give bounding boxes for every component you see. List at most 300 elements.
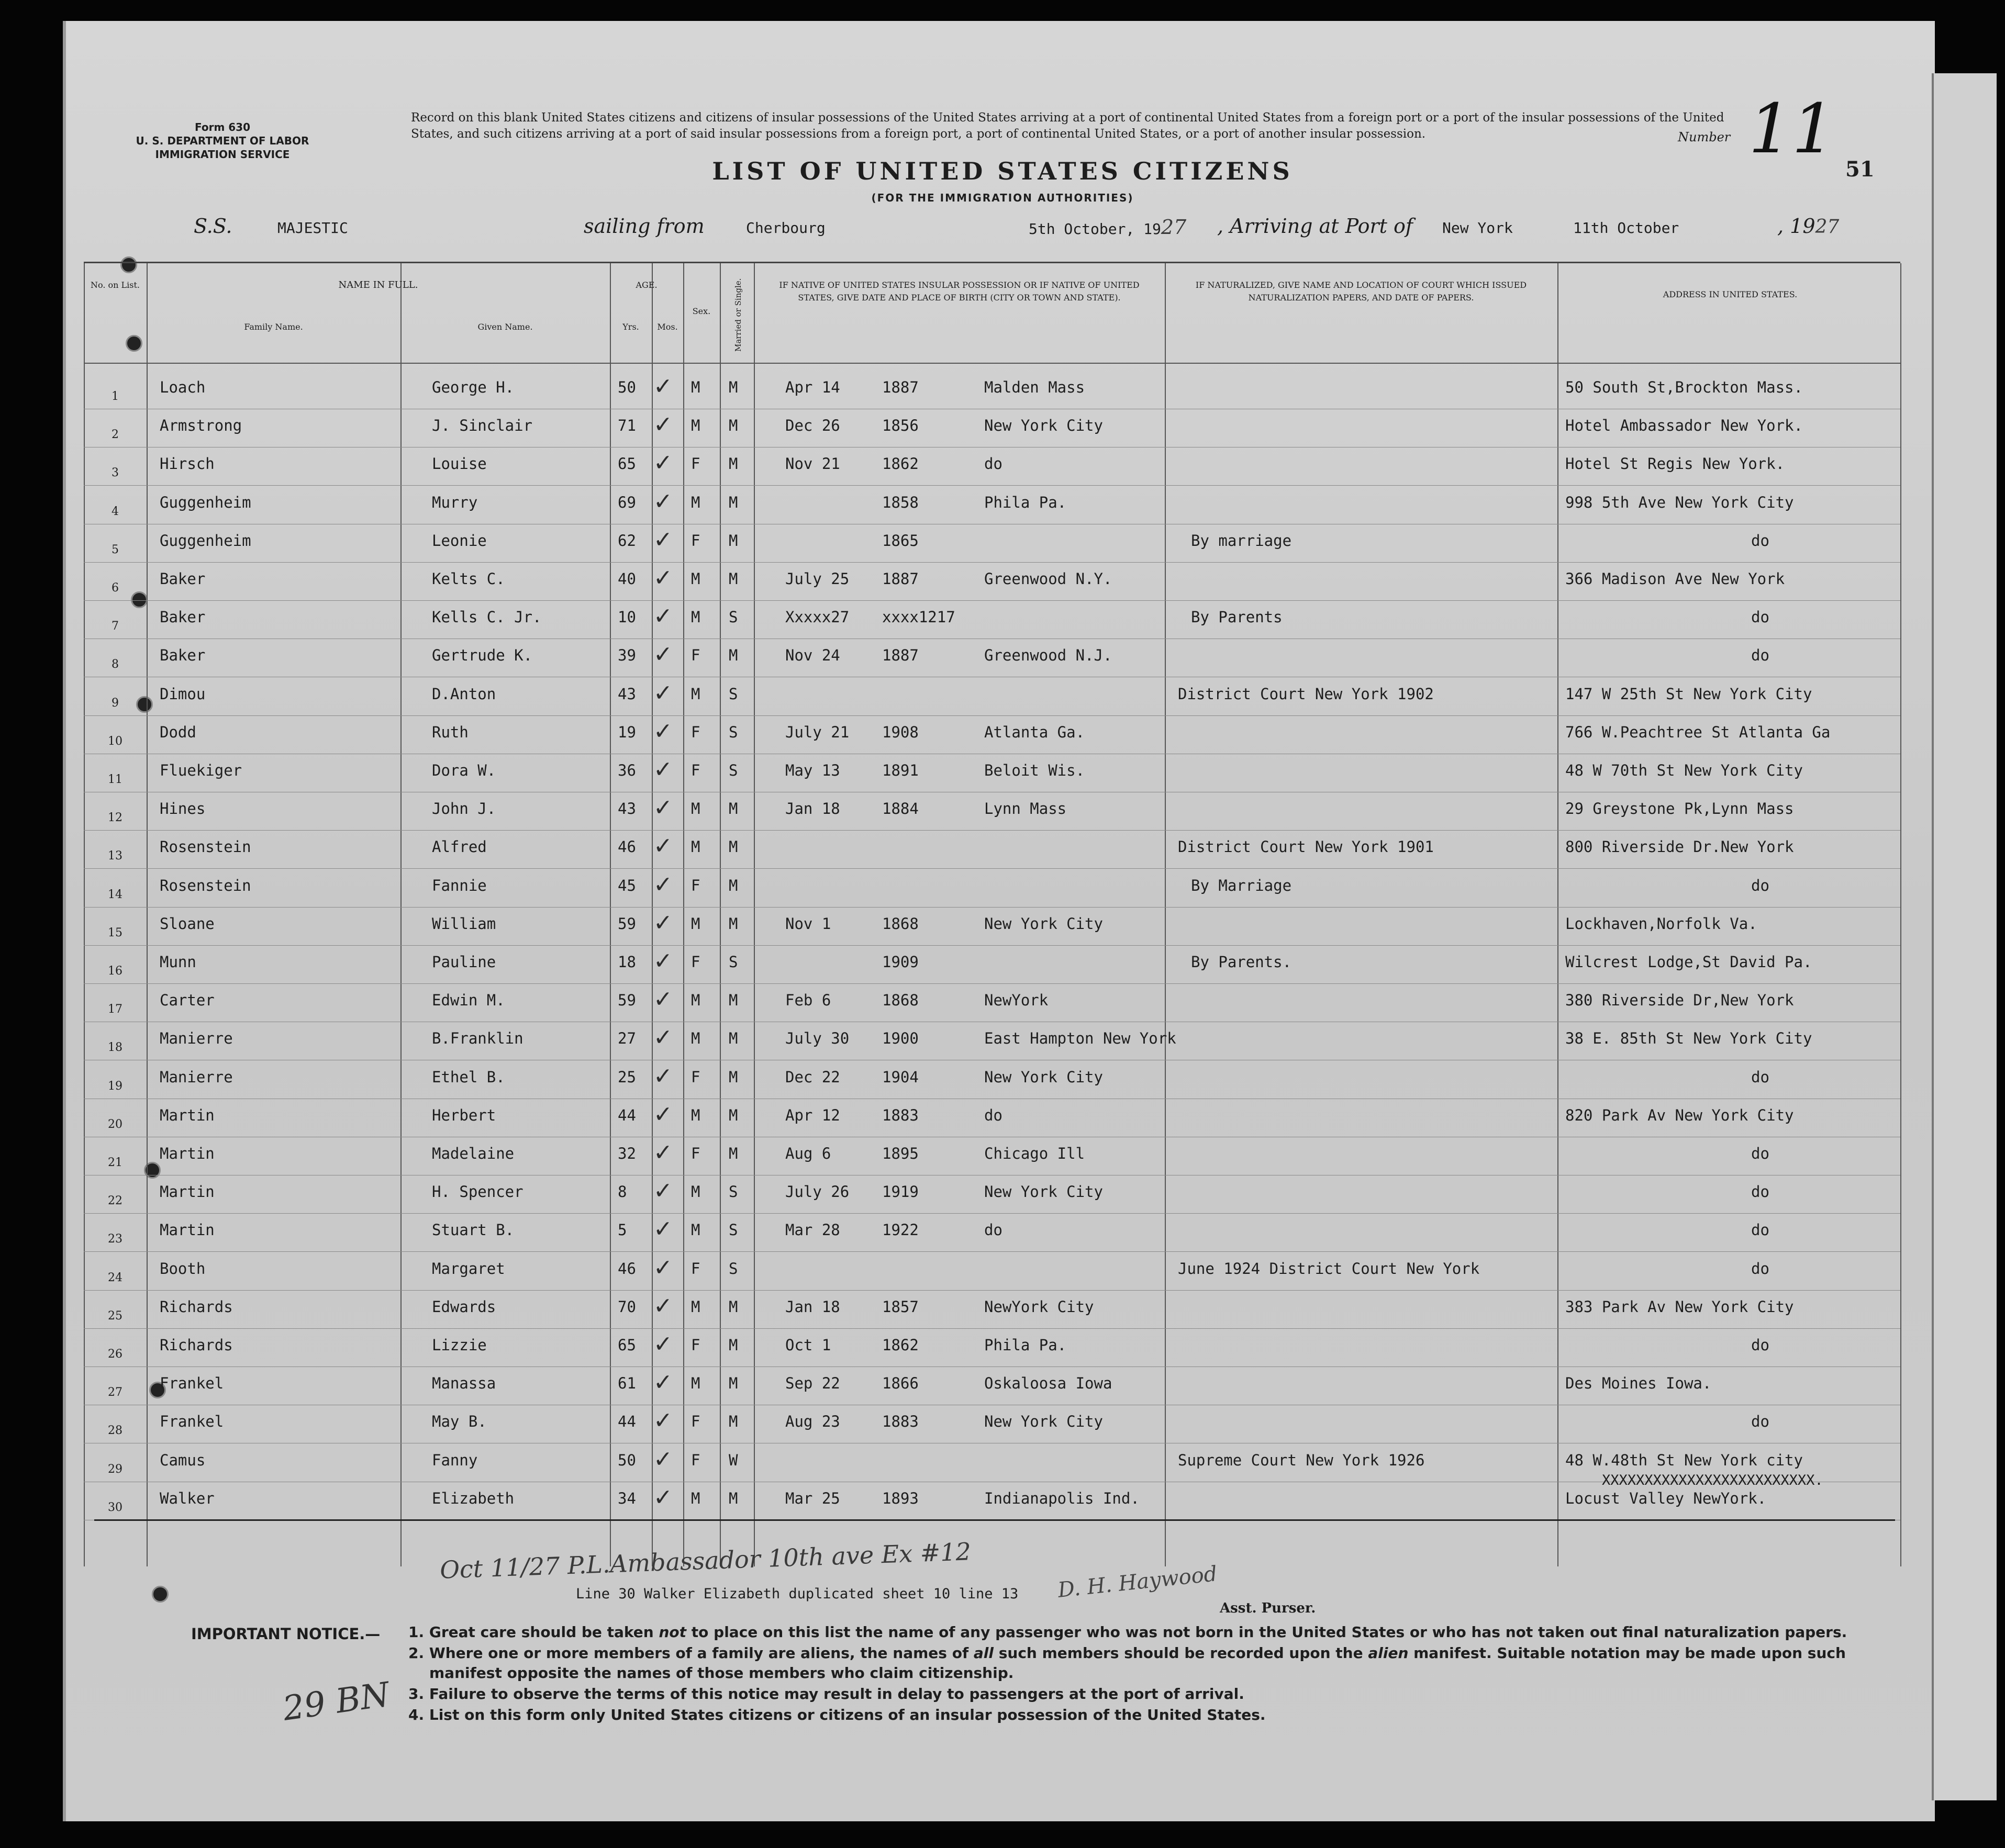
cell-family: Baker — [160, 608, 206, 626]
cell-no: 22 — [108, 1194, 122, 1208]
checkmark-icon: ✓ — [653, 1062, 673, 1090]
page-number: 51 — [1845, 157, 1875, 182]
cell-sex: M — [691, 570, 700, 588]
cell-no: 11 — [108, 773, 122, 786]
notice-item-4: 4. List on this form only United States citizens or citizens of an insular possession of the United States. — [408, 1706, 1266, 1723]
handwritten-note: Oct 11/27 P.L.Ambassador 10th ave Ex #12 — [439, 1537, 972, 1584]
cell-bplace: East Hampton New York — [984, 1029, 1176, 1048]
cell-given: Fannie — [432, 876, 487, 894]
cell-age: 46 — [618, 838, 636, 856]
cell-family: Rosenstein — [160, 838, 251, 856]
header-mos: Mos. — [657, 322, 678, 332]
checkmark-icon: ✓ — [653, 909, 673, 936]
cell-byear: 1858 — [882, 493, 919, 511]
cell-ms: M — [729, 1489, 738, 1507]
checkmark-icon: ✓ — [653, 450, 673, 477]
cell-byear: 1887 — [882, 378, 919, 396]
cell-sex: M — [691, 1489, 700, 1507]
arrive-date: 11th October — [1573, 219, 1679, 237]
cell-bplace: Phila Pa. — [984, 493, 1067, 511]
cell-family: Baker — [160, 570, 206, 588]
cell-ms: M — [729, 1297, 738, 1316]
cell-bplace: New York City — [984, 914, 1103, 933]
cell-family: Munn — [160, 953, 196, 971]
cell-ms: S — [729, 1183, 738, 1201]
cell-family: Martin — [160, 1221, 215, 1239]
cell-bdate: Sep 22 — [785, 1374, 840, 1393]
cell-nat: District Court New York 1902 — [1178, 685, 1434, 703]
cell-sex: M — [691, 608, 700, 626]
header-family: Family Name. — [244, 322, 303, 332]
header-birth: IF NATIVE OF UNITED STATES INSULAR POSSESSION OR IF NATIVE OF UNITED STATES, GIVE DATE AND PLACE OF BIRTH (CITY OR TOWN AND STATE). — [779, 280, 1140, 303]
cell-bdate: July 21 — [785, 723, 850, 741]
cell-given: Kelts C. — [432, 570, 505, 588]
cell-no: 19 — [108, 1079, 122, 1093]
cell-age: 45 — [618, 876, 636, 894]
cell-given: Manassa — [432, 1374, 496, 1393]
checkmark-icon: ✓ — [653, 1139, 673, 1166]
cell-given: Madelaine — [432, 1145, 515, 1162]
cell-bplace: Lynn Mass — [984, 800, 1067, 818]
cell-ms: M — [729, 493, 738, 511]
cell-ms: M — [729, 378, 738, 396]
cell-ms: M — [729, 914, 738, 933]
cell-byear: 1862 — [882, 455, 919, 473]
cell-sex: M — [691, 378, 700, 396]
cell-addr: 766 W.Peachtree St Atlanta Ga — [1565, 723, 1831, 741]
cell-age: 61 — [618, 1374, 636, 1393]
cell-byear: 1883 — [882, 1413, 919, 1431]
cell-age: 62 — [618, 531, 636, 550]
ship-name: MAJESTIC — [277, 219, 348, 237]
cell-byear: 1868 — [882, 991, 919, 1010]
header-given: Given Name. — [477, 322, 533, 332]
cell-no: 20 — [108, 1117, 122, 1131]
cell-byear: 1895 — [882, 1145, 919, 1162]
cell-given: Edwards — [432, 1297, 496, 1316]
cell-bdate: Mar 25 — [785, 1489, 840, 1507]
cell-bdate: Dec 26 — [785, 417, 840, 435]
cell-bplace: New York City — [984, 1413, 1103, 1431]
cell-addr: 380 Riverside Dr,New York — [1565, 991, 1794, 1010]
header-naturalized: IF NATURALIZED, GIVE NAME AND LOCATION OF COURT WHICH ISSUED NATURALIZATION PAPERS, AND DATE OF PAPERS. — [1195, 280, 1527, 303]
cell-bdate: Dec 22 — [785, 1068, 840, 1086]
cell-age: 59 — [618, 914, 636, 933]
cell-ms: S — [729, 685, 738, 703]
cell-family: Carter — [160, 991, 215, 1010]
cell-no: 9 — [112, 696, 119, 710]
cell-ms: S — [729, 1221, 738, 1239]
cell-addr: 147 W 25th St New York City — [1565, 685, 1812, 703]
depart-date: 5th October, 1927 — [1029, 216, 1187, 239]
cell-bdate: Jan 18 — [785, 800, 840, 818]
cell-given: Pauline — [432, 953, 496, 971]
punch-hole — [152, 1586, 169, 1603]
department-name: U. S. DEPARTMENT OF LABOR — [136, 135, 309, 147]
cell-given: Kells C. Jr. — [432, 608, 542, 626]
cell-byear: 1857 — [882, 1297, 919, 1316]
cell-ms: M — [729, 570, 738, 588]
checkmark-icon: ✓ — [653, 1101, 673, 1128]
row-rule — [84, 600, 1900, 601]
cell-bplace: Chicago Ill — [984, 1145, 1085, 1162]
cell-no: 29 — [108, 1462, 122, 1476]
cell-sex: M — [691, 800, 700, 818]
cell-sex: F — [691, 1259, 700, 1278]
cell-bdate: July 26 — [785, 1183, 850, 1201]
cell-addr: do — [1751, 1145, 1769, 1162]
cell-given: Lizzie — [432, 1336, 487, 1354]
cell-age: 34 — [618, 1489, 636, 1507]
row-rule — [84, 1213, 1900, 1214]
cell-given: Elizabeth — [432, 1489, 515, 1507]
cell-family: Dodd — [160, 723, 196, 741]
cell-family: Loach — [160, 378, 206, 396]
cell-addr: do — [1751, 1183, 1769, 1201]
cell-addr: Des Moines Iowa. — [1565, 1374, 1712, 1393]
form-number: Form 630 — [194, 121, 250, 133]
cell-age: 25 — [618, 1068, 636, 1086]
cell-byear: 1862 — [882, 1336, 919, 1354]
cell-addr: Hotel Ambassador New York. — [1565, 417, 1803, 435]
header-address: ADDRESS IN UNITED STATES. — [1663, 289, 1798, 299]
row-rule — [84, 1328, 1900, 1329]
checkmark-icon: ✓ — [653, 526, 673, 553]
cell-bplace: Greenwood N.J. — [984, 646, 1112, 665]
cell-no: 3 — [112, 466, 119, 480]
cell-no: 24 — [108, 1271, 122, 1284]
row-rule — [84, 562, 1900, 563]
header-age: AGE. — [636, 280, 658, 290]
cell-ms: S — [729, 761, 738, 779]
cell-byear: 1865 — [882, 531, 919, 550]
cell-no: 26 — [108, 1348, 122, 1361]
checkmark-icon: ✓ — [653, 1178, 673, 1205]
cell-ms: M — [729, 876, 738, 894]
cell-family: Manierre — [160, 1068, 233, 1086]
cell-given: William — [432, 914, 496, 933]
cell-byear: 1883 — [882, 1106, 919, 1124]
cell-sex: F — [691, 1068, 700, 1086]
cell-bplace: Oskaloosa Iowa — [984, 1374, 1112, 1393]
row-rule — [84, 715, 1900, 716]
cell-ms: M — [729, 1374, 738, 1393]
cell-ms: M — [729, 1106, 738, 1124]
header-sex: Sex. — [692, 306, 711, 316]
checkmark-icon: ✓ — [653, 373, 673, 400]
cell-sex: F — [691, 1145, 700, 1162]
cell-sex: M — [691, 838, 700, 856]
cell-nat: Supreme Court New York 1926 — [1178, 1451, 1425, 1469]
cell-byear: xxxx1217 — [882, 608, 955, 626]
cell-family: Baker — [160, 646, 206, 665]
cell-ms: S — [729, 953, 738, 971]
cell-bdate: Apr 14 — [785, 378, 840, 396]
cell-ms: M — [729, 991, 738, 1010]
checkmark-icon: ✓ — [653, 1484, 673, 1511]
cell-addr: do — [1751, 1413, 1769, 1431]
cell-sex: M — [691, 493, 700, 511]
checkmark-icon: ✓ — [653, 1254, 673, 1281]
cell-ms: M — [729, 1413, 738, 1431]
header-yrs: Yrs. — [622, 322, 639, 332]
checkmark-icon: ✓ — [653, 1024, 673, 1051]
page-title: LIST OF UNITED STATES CITIZENS — [712, 157, 1293, 185]
cell-no: 17 — [108, 1003, 122, 1016]
cell-sex: M — [691, 1106, 700, 1124]
cell-ms: M — [729, 531, 738, 550]
cell-given: Fanny — [432, 1451, 478, 1469]
cell-sex: F — [691, 1413, 700, 1431]
cell-bplace: New York City — [984, 1183, 1103, 1201]
cell-bdate: Nov 1 — [785, 914, 831, 933]
cell-age: 40 — [618, 570, 636, 588]
notice-items — [408, 1622, 1874, 1726]
cell-given: Edwin M. — [432, 991, 505, 1010]
cell-family: Booth — [160, 1259, 206, 1278]
cell-sex: F — [691, 723, 700, 741]
cell-sex: F — [691, 531, 700, 550]
cell-byear: 1884 — [882, 800, 919, 818]
service-name: IMMIGRATION SERVICE — [155, 148, 290, 161]
cell-addr: 800 Riverside Dr.New York — [1565, 838, 1794, 856]
cell-byear: 1856 — [882, 417, 919, 435]
cell-given: B.Franklin — [432, 1029, 523, 1048]
cell-addr: 366 Madison Ave New York — [1565, 570, 1785, 588]
cell-sex: F — [691, 953, 700, 971]
cell-family: Walker — [160, 1489, 215, 1507]
cell-no: 21 — [108, 1156, 122, 1169]
cell-age: 8 — [618, 1183, 627, 1201]
row-rule — [84, 945, 1900, 946]
cell-family: Sloane — [160, 914, 215, 933]
cell-age: 46 — [618, 1259, 636, 1278]
port-to: New York — [1442, 219, 1513, 237]
cell-nat: By Parents — [1191, 608, 1283, 626]
cell-age: 27 — [618, 1029, 636, 1048]
checkmark-icon: ✓ — [653, 1407, 673, 1435]
cell-given: Murry — [432, 493, 478, 511]
cell-addr: do — [1751, 1336, 1769, 1354]
cell-given: May B. — [432, 1413, 487, 1431]
cell-family: Hirsch — [160, 455, 215, 473]
cell-family: Martin — [160, 1183, 215, 1201]
cell-age: 44 — [618, 1106, 636, 1124]
cell-bplace: NewYork City — [984, 1297, 1094, 1316]
row-rule — [84, 485, 1900, 486]
row-29-struck-address: XXXXXXXXXXXXXXXXXXXXXXXXX. — [1602, 1472, 1823, 1488]
form-identifier — [92, 120, 353, 161]
cell-nat: By Parents. — [1191, 953, 1292, 971]
cell-no: 28 — [108, 1424, 122, 1438]
cell-addr: Hotel St Regis New York. — [1565, 455, 1785, 473]
number-value: 11 — [1748, 89, 1835, 169]
notice-item-1: 1. Great care should be taken not to place on this list the name of any passenger who was not born in the United States or who has not taken out final naturalization papers. — [408, 1623, 1847, 1641]
cell-family: Rosenstein — [160, 876, 251, 894]
cell-bplace: Phila Pa. — [984, 1336, 1067, 1354]
cell-sex: M — [691, 1029, 700, 1048]
checkmark-icon: ✓ — [653, 833, 673, 860]
cell-sex: F — [691, 646, 700, 665]
cell-byear: 1919 — [882, 1183, 919, 1201]
cell-sex: M — [691, 914, 700, 933]
cell-bdate: Oct 1 — [785, 1336, 831, 1354]
cell-ms: S — [729, 608, 738, 626]
cell-given: Ethel B. — [432, 1068, 505, 1086]
cell-ms: M — [729, 1068, 738, 1086]
cell-age: 43 — [618, 685, 636, 703]
cell-ms: S — [729, 723, 738, 741]
cell-byear: 1904 — [882, 1068, 919, 1086]
cell-given: J. Sinclair — [432, 417, 533, 435]
checkmark-icon: ✓ — [653, 794, 673, 822]
cell-given: Stuart B. — [432, 1221, 515, 1239]
cell-bdate: Aug 23 — [785, 1413, 840, 1431]
checkmark-icon: ✓ — [653, 1331, 673, 1358]
notice-label: IMPORTANT NOTICE.— — [191, 1625, 381, 1643]
cell-family: Dimou — [160, 685, 206, 703]
checkmark-icon: ✓ — [653, 565, 673, 591]
cell-byear: 1891 — [882, 761, 919, 779]
port-from: Cherbourg — [746, 219, 826, 237]
cell-ms: M — [729, 646, 738, 665]
cell-bplace: do — [984, 455, 1002, 473]
cell-bdate: Feb 6 — [785, 991, 831, 1010]
cell-addr: do — [1751, 1259, 1769, 1278]
checkmark-icon: ✓ — [653, 1369, 673, 1396]
cell-bdate: Nov 21 — [785, 455, 840, 473]
checkmark-icon: ✓ — [653, 603, 673, 630]
cell-age: 39 — [618, 646, 636, 665]
row-rule — [84, 983, 1900, 984]
cell-addr: do — [1751, 1221, 1769, 1239]
cell-family: Richards — [160, 1336, 233, 1354]
cell-no: 2 — [112, 428, 119, 442]
header-name: NAME IN FULL. — [338, 279, 418, 290]
cell-bplace: New York City — [984, 1068, 1103, 1086]
citizen-table — [84, 262, 1900, 1566]
cell-nat: District Court New York 1901 — [1178, 838, 1434, 856]
cell-no: 27 — [108, 1386, 122, 1399]
cell-bplace: New York City — [984, 417, 1103, 435]
line30-note: Line 30 Walker Elizabeth duplicated sheet 10 line 13 — [576, 1586, 1019, 1602]
checkmark-icon: ✓ — [653, 1446, 673, 1473]
purser-signature: D. H. Haywood — [1056, 1562, 1219, 1603]
cell-addr: Locust Valley NewYork. — [1565, 1489, 1767, 1507]
cell-addr: Wilcrest Lodge,St David Pa. — [1565, 953, 1812, 971]
row-rule — [84, 907, 1900, 908]
ss-label: S.S. — [194, 215, 232, 238]
cell-addr: do — [1751, 531, 1769, 550]
cell-ms: M — [729, 838, 738, 856]
cell-sex: F — [691, 1451, 700, 1469]
cell-addr: do — [1751, 876, 1769, 894]
number-label: Number — [1678, 130, 1731, 144]
checkmark-icon: ✓ — [653, 488, 673, 515]
cell-bdate: Xxxxx27 — [785, 608, 850, 626]
cell-bplace: do — [984, 1221, 1002, 1239]
header-married: Married or Single. — [733, 278, 743, 352]
checkmark-icon: ✓ — [653, 986, 673, 1013]
cell-sex: M — [691, 1297, 700, 1316]
cell-age: 59 — [618, 991, 636, 1010]
cell-bplace: NewYork — [984, 991, 1049, 1010]
cell-age: 32 — [618, 1145, 636, 1162]
cell-family: Armstrong — [160, 417, 242, 435]
cell-addr: do — [1751, 646, 1769, 665]
row-rule — [84, 830, 1900, 831]
cell-given: Gertrude K. — [432, 646, 533, 665]
arrive-year: , 1927 — [1777, 215, 1840, 238]
cell-bplace: Malden Mass — [984, 378, 1085, 396]
cell-age: 50 — [618, 1451, 636, 1469]
cell-addr: 50 South St,Brockton Mass. — [1565, 378, 1803, 396]
cell-age: 43 — [618, 800, 636, 818]
cell-age: 50 — [618, 378, 636, 396]
cell-byear: 1893 — [882, 1489, 919, 1507]
checkmark-icon: ✓ — [653, 679, 673, 707]
row-30-strike — [94, 1519, 1895, 1521]
cell-no: 1 — [112, 390, 119, 403]
cell-family: Guggenheim — [160, 531, 251, 550]
cell-ms: M — [729, 1336, 738, 1354]
row-rule — [84, 1290, 1900, 1291]
cell-sex: M — [691, 685, 700, 703]
notice-item-3: 3. Failure to observe the terms of this notice may result in delay to passengers at the port of arrival. — [408, 1685, 1244, 1703]
cell-given: Ruth — [432, 723, 469, 741]
cell-addr: do — [1751, 1068, 1769, 1086]
sheet-edge — [1932, 73, 1997, 1800]
cell-no: 23 — [108, 1233, 122, 1246]
cell-byear: 1900 — [882, 1029, 919, 1048]
cell-no: 5 — [112, 543, 119, 556]
margin-note: 29 BN — [280, 1675, 392, 1729]
cell-nat: By marriage — [1191, 531, 1292, 550]
cell-bdate: July 25 — [785, 570, 850, 588]
cell-given: Margaret — [432, 1259, 505, 1278]
cell-no: 13 — [108, 849, 122, 863]
cell-family: Guggenheim — [160, 493, 251, 511]
cell-addr: Lockhaven,Norfolk Va. — [1565, 914, 1757, 933]
cell-ms: S — [729, 1259, 738, 1278]
cell-no: 15 — [108, 926, 122, 939]
cell-given: Leonie — [432, 531, 487, 550]
cell-family: Hines — [160, 800, 206, 818]
cell-sex: F — [691, 1336, 700, 1354]
cell-no: 12 — [108, 811, 122, 825]
cell-addr: 29 Greystone Pk,Lynn Mass — [1565, 800, 1794, 818]
cell-byear: 1866 — [882, 1374, 919, 1393]
cell-ms: M — [729, 1145, 738, 1162]
page-subtitle: (FOR THE IMMIGRATION AUTHORITIES) — [871, 192, 1134, 204]
cell-byear: 1887 — [882, 570, 919, 588]
cell-bplace: Greenwood N.Y. — [984, 570, 1112, 588]
cell-nat: By Marriage — [1191, 876, 1292, 894]
cell-bdate: July 30 — [785, 1029, 850, 1048]
cell-age: 69 — [618, 493, 636, 511]
checkmark-icon: ✓ — [653, 948, 673, 975]
cell-bdate: Mar 28 — [785, 1221, 840, 1239]
cell-age: 36 — [618, 761, 636, 779]
cell-addr: 820 Park Av New York City — [1565, 1106, 1794, 1124]
cell-no: 7 — [112, 620, 119, 633]
cell-family: Frankel — [160, 1374, 224, 1393]
cell-age: 44 — [618, 1413, 636, 1431]
cell-sex: F — [691, 761, 700, 779]
cell-ms: M — [729, 1029, 738, 1048]
form-instructions: Record on this blank United States citizens and citizens of insular possessions of the United States arriving at a port of continental United States from a foreign port or a port of the insular possessions of the United States, and such citizens arriving at a port of said insular possessions from a foreign port, a port of continental United States, or a port of another insular possession. — [411, 111, 1724, 141]
cell-family: Camus — [160, 1451, 206, 1469]
